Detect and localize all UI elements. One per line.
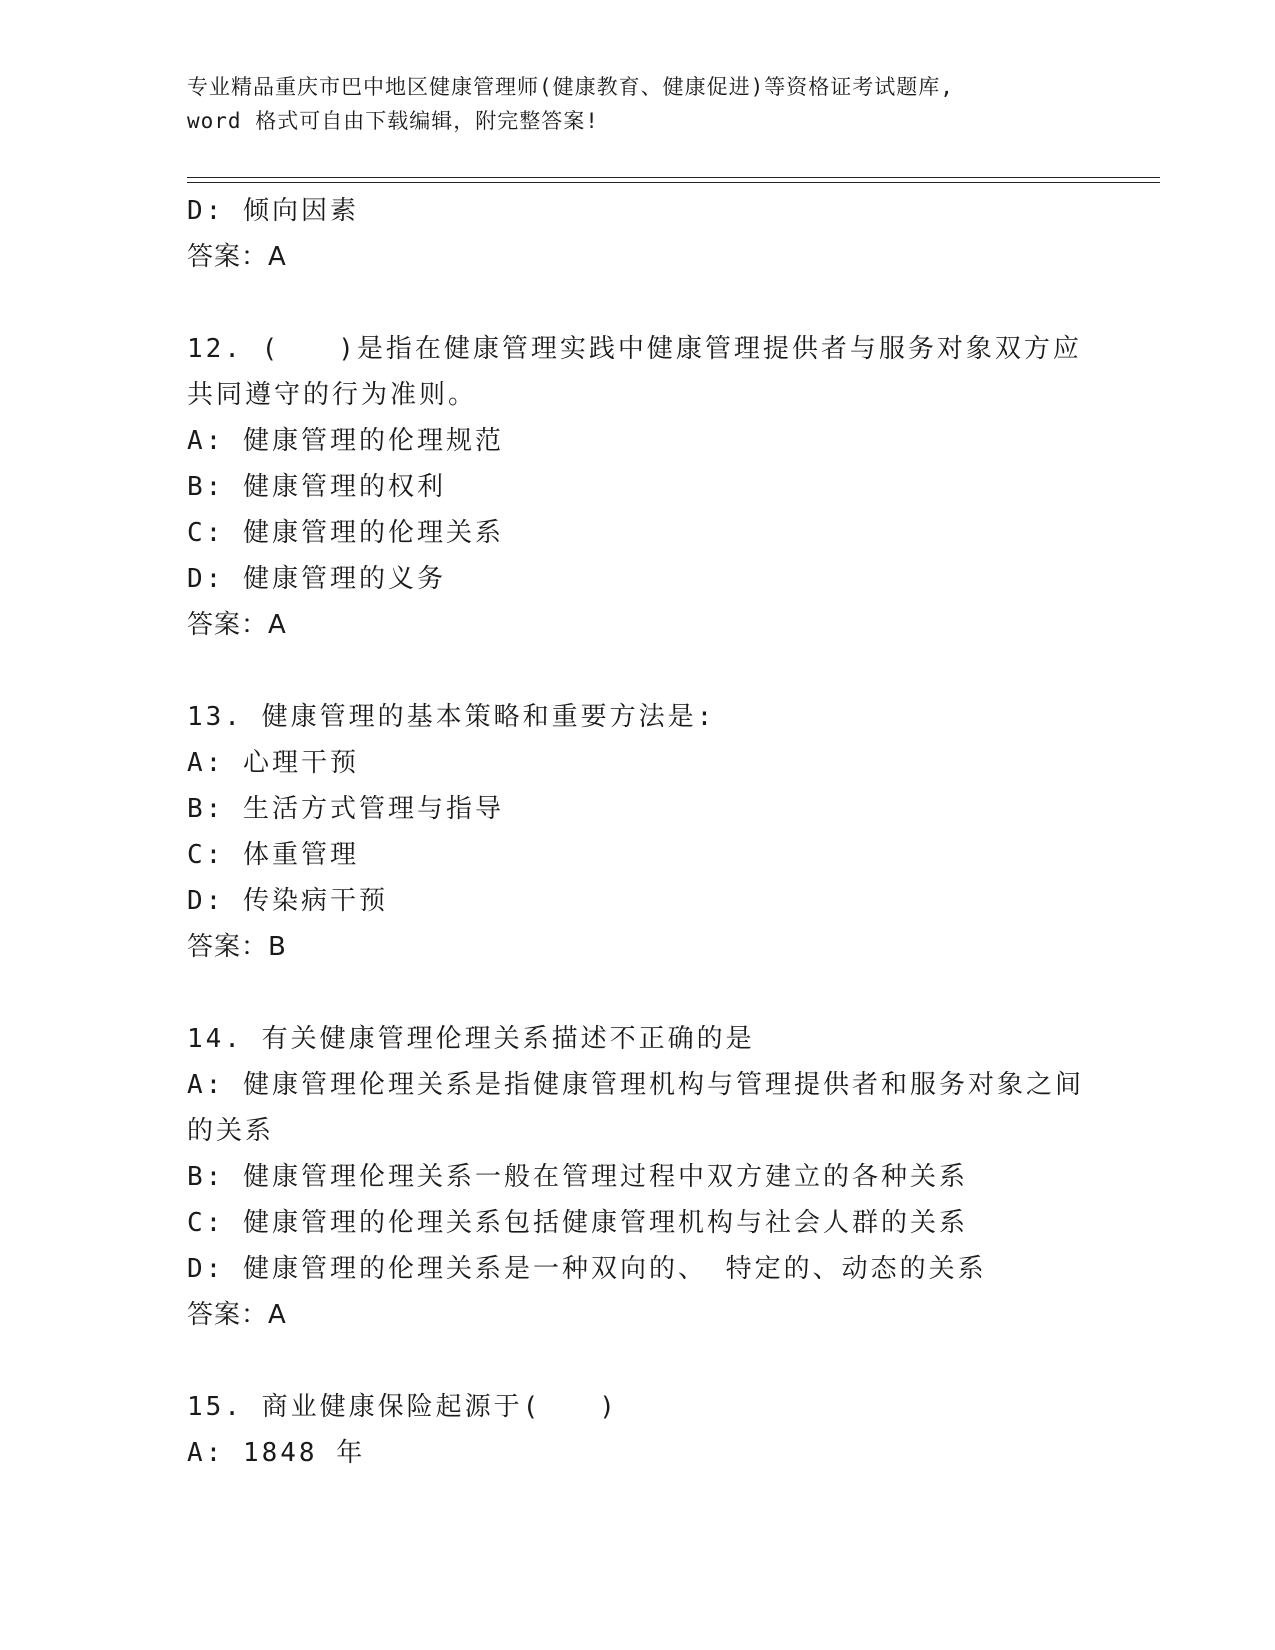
header-divider-top <box>187 177 1160 178</box>
option-a: A: 健康管理的伦理规范 <box>187 426 504 456</box>
question-stem: 15. 商业健康保险起源于( ) <box>187 1392 618 1422</box>
question-stem: 13. 健康管理的基本策略和重要方法是: <box>187 702 716 732</box>
option-c: C: 健康管理的伦理关系 <box>187 518 504 548</box>
option-c: C: 体重管理 <box>187 840 359 870</box>
answer-label: 答案：A <box>187 1300 287 1330</box>
question-stem: 14. 有关健康管理伦理关系描述不正确的是 <box>187 1024 755 1054</box>
option-b: B: 健康管理的权利 <box>187 472 446 502</box>
option-a: A: 心理干预 <box>187 748 359 778</box>
answer-label: 答案：A <box>187 610 287 640</box>
option-d: D: 传染病干预 <box>187 886 388 916</box>
answer-label: 答案：B <box>187 932 287 962</box>
option-a: A: 1848 年 <box>187 1438 366 1468</box>
option-a: A: 健康管理伦理关系是指健康管理机构与管理提供者和服务对象之间 <box>187 1070 1084 1100</box>
spacer <box>187 648 1087 694</box>
question-stem: 12. ( )是指在健康管理实践中健康管理提供者与服务对象双方应 <box>187 334 1082 364</box>
header-line-1: 专业精品重庆市巴中地区健康管理师(健康教育、健康促进)等资格证考试题库, <box>187 75 954 99</box>
question-12 <box>187 326 1087 648</box>
question-13 <box>187 694 1087 970</box>
option-a-continued: 的关系 <box>187 1116 275 1146</box>
question-15 <box>187 1384 1087 1476</box>
answer-label: 答案：A <box>187 242 287 272</box>
question-11-tail <box>187 188 1087 280</box>
question-content <box>187 188 1087 1476</box>
header-divider-bottom <box>187 182 1160 183</box>
option-b: B: 生活方式管理与指导 <box>187 794 504 824</box>
spacer <box>187 1338 1087 1384</box>
spacer <box>187 970 1087 1016</box>
option-c: C: 健康管理的伦理关系包括健康管理机构与社会人群的关系 <box>187 1208 968 1238</box>
option-d: D: 健康管理的义务 <box>187 564 446 594</box>
header-line-2: word 格式可自由下载编辑，附完整答案! <box>187 109 599 133</box>
question-14 <box>187 1016 1087 1338</box>
option-d: D: 倾向因素 <box>187 196 359 226</box>
option-d: D: 健康管理的伦理关系是一种双向的、 特定的、动态的关系 <box>187 1254 987 1284</box>
spacer <box>187 280 1087 326</box>
option-b: B: 健康管理伦理关系一般在管理过程中双方建立的各种关系 <box>187 1162 968 1192</box>
page-header <box>187 70 1067 138</box>
question-stem-continued: 共同遵守的行为准则。 <box>187 380 478 410</box>
